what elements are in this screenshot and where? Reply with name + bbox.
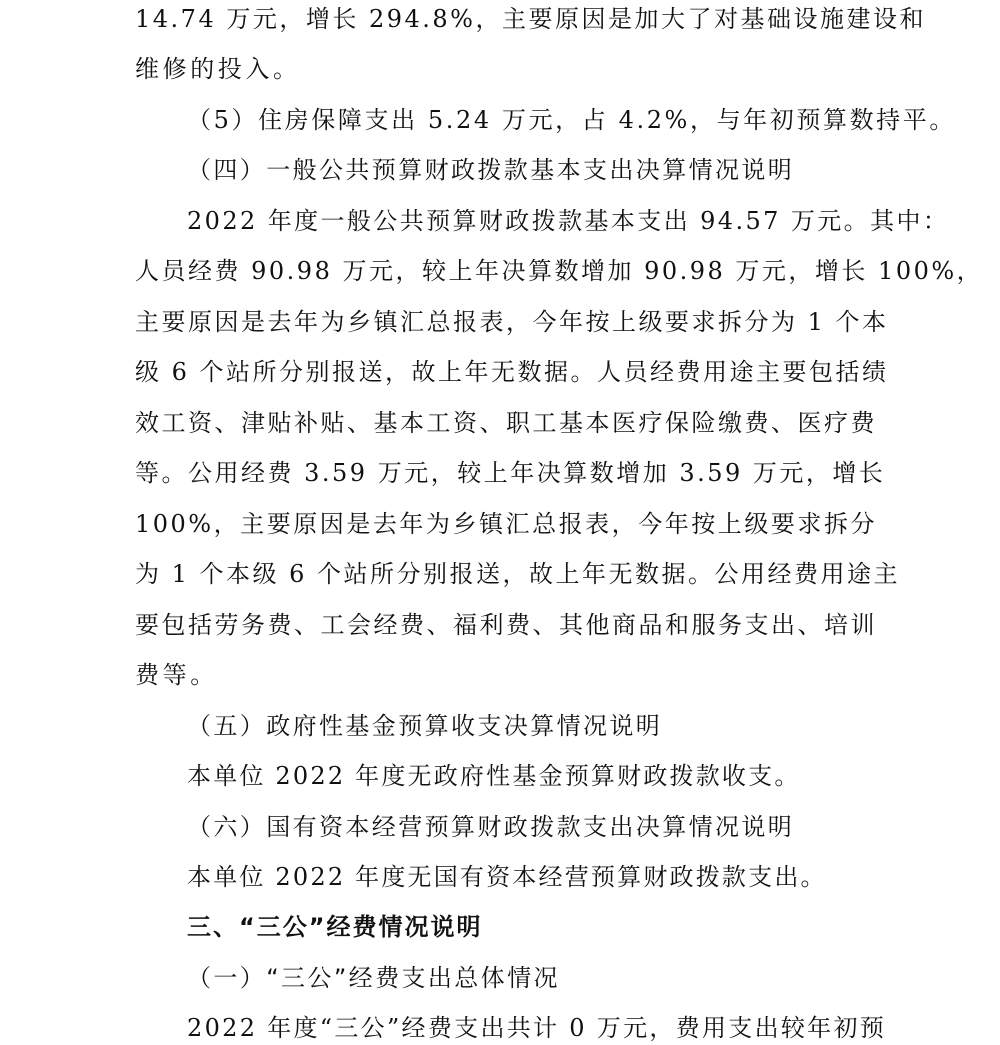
paragraph-line: 费等。: [135, 661, 218, 689]
paragraph-line: 本单位 2022 年度无国有资本经营预算财政拨款支出。: [187, 863, 827, 891]
paragraph-line: 100%，主要原因是去年为乡镇汇总报表，今年按上级要求拆分: [135, 510, 877, 538]
paragraph-line: 主要原因是去年为乡镇汇总报表，今年按上级要求拆分为 1 个本: [135, 308, 889, 336]
section-heading: （五）政府性基金预算收支决算情况说明: [187, 712, 663, 740]
paragraph-line: （5）住房保障支出 5.24 万元，占 4.2%，与年初预算数持平。: [187, 106, 956, 134]
section-heading: （一）“三公”经费支出总体情况: [187, 964, 560, 992]
paragraph-line: 本单位 2022 年度无政府性基金预算财政拨款收支。: [187, 762, 801, 790]
paragraph-line: 2022 年度“三公”经费支出共计 0 万元，费用支出较年初预: [187, 1014, 887, 1042]
paragraph-line: 2022 年度一般公共预算财政拨款基本支出 94.57 万元。其中：: [187, 207, 950, 235]
paragraph-line: 14.74 万元，增长 294.8%，主要原因是加大了对基础设施建设和: [135, 5, 926, 33]
paragraph-line: 等。公用经费 3.59 万元，较上年决算数增加 3.59 万元，增长: [135, 459, 886, 487]
chapter-heading: 三、“三公”经费情况说明: [187, 913, 483, 941]
paragraph-line: 人员经费 90.98 万元，较上年决算数增加 90.98 万元，增长 100%，: [135, 257, 984, 285]
paragraph-line: 要包括劳务费、工会经费、福利费、其他商品和服务支出、培训: [135, 611, 877, 639]
paragraph-line: 效工资、津贴补贴、基本工资、职工基本医疗保险缴费、医疗费: [135, 409, 877, 437]
paragraph-line: 为 1 个本级 6 个站所分别报送，故上年无数据。公用经费用途主: [135, 560, 901, 588]
section-heading: （四）一般公共预算财政拨款基本支出决算情况说明: [187, 156, 795, 184]
paragraph-line: 级 6 个站所分别报送，故上年无数据。人员经费用途主要包括绩: [135, 358, 889, 386]
paragraph-line: 维修的投入。: [135, 55, 301, 83]
section-heading: （六）国有资本经营预算财政拨款支出决算情况说明: [187, 813, 795, 841]
